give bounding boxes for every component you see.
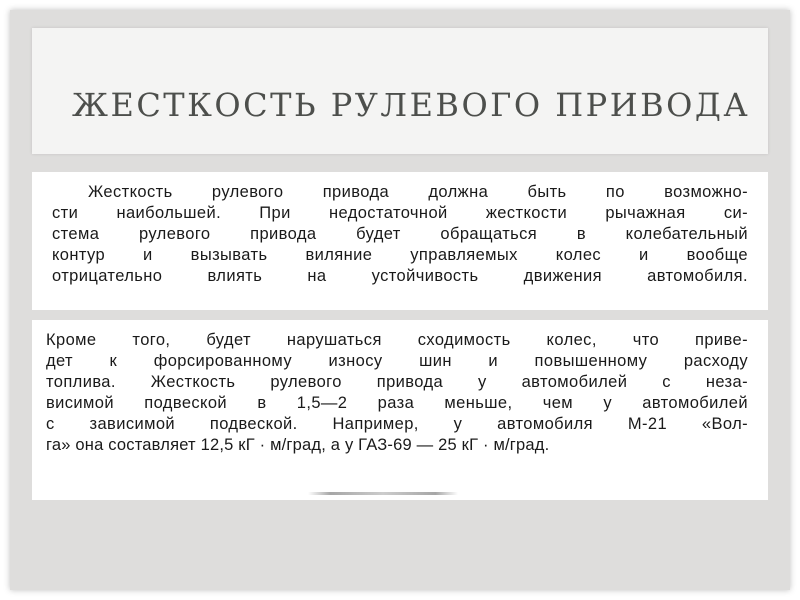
slide-title: ЖЕСТКОСТЬ РУЛЕВОГО ПРИВОДА — [72, 86, 751, 124]
title-band — [32, 28, 768, 154]
slide — [10, 10, 790, 590]
text-line: Жесткость рулевого привода должна быть по возможно- — [88, 183, 748, 201]
text-line: сти наибольшей. При недостаточной жесткости рычажная си- — [52, 204, 748, 222]
text-line: с зависимой подвеской. Например, у автомобиля М-21 «Вол- — [46, 415, 748, 433]
text-line: га» она составляет 12,5 кГ · м/град, а у ГАЗ-69 — 25 кГ · м/град. — [46, 436, 550, 454]
text-line: отрицательно влиять на устойчивость движения автомобиля. — [52, 267, 748, 285]
text-line: дет к форсированному износу шин и повышенному расходу — [46, 352, 748, 370]
text-line: Кроме того, будет нарушаться сходимость колес, что приве- — [46, 331, 748, 349]
scanned-text-block-2 — [32, 320, 768, 500]
scanned-text-block-1 — [32, 172, 768, 310]
text-line: стема рулевого привода будет обращаться в колебательный — [52, 225, 748, 243]
scan-artifact-line — [308, 492, 458, 495]
text-line: контур и вызывать виляние управляемых колес и вообще — [52, 246, 748, 264]
text-line: топлива. Жесткость рулевого привода у автомобилей с неза- — [46, 373, 748, 391]
text-line: висимой подвеской в 1,5—2 раза меньше, чем у автомобилей — [46, 394, 748, 412]
